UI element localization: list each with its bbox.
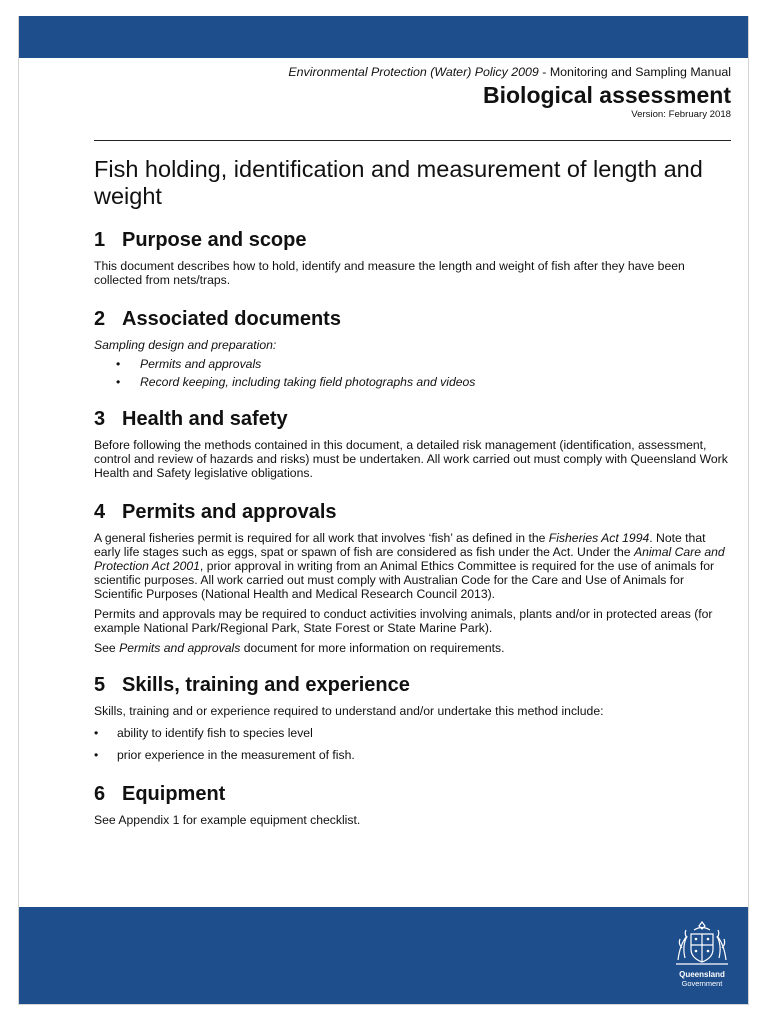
section-heading <box>94 228 731 252</box>
text-run-italic: Permits and approvals <box>119 641 241 655</box>
section-permits <box>94 500 731 655</box>
text-run-italic: Fisheries Act 1994 <box>548 531 650 545</box>
list-item <box>94 748 731 762</box>
section-heading <box>94 673 731 697</box>
list-item-text: ability to identify fish to species level <box>117 726 313 740</box>
section-heading-text: Permits and approvals <box>122 501 337 523</box>
text-run: A general fisheries permit is required for all work that involves ‘fish’ as defined in the <box>94 531 549 545</box>
section-health-safety <box>94 407 731 480</box>
paragraph <box>94 531 731 601</box>
series-title-italic: Environmental Protection (Water) Policy 2009 <box>288 65 539 79</box>
section-heading <box>94 782 731 806</box>
section-number: 6 <box>94 783 106 805</box>
doc-title: Biological assessment <box>483 82 731 108</box>
bullet-icon: • <box>94 748 99 762</box>
logo-text-government: Government <box>681 979 723 988</box>
header-rule <box>94 140 731 141</box>
footer-band <box>19 907 748 1004</box>
section-heading-text: Equipment <box>122 783 226 805</box>
header-band <box>19 16 748 58</box>
list-item-text: Record keeping, including taking field photographs and videos <box>140 375 476 389</box>
version-text: Version: February 2018 <box>631 109 731 120</box>
series-title-rest: - Monitoring and Sampling Manual <box>538 65 731 79</box>
coat-of-arms-icon <box>670 918 734 970</box>
text-run-italic: Animal Care and Protection Act 2001 <box>94 545 725 573</box>
paragraph: Sampling design and preparation: <box>94 338 277 352</box>
section-heading-text: Health and safety <box>122 408 288 430</box>
paragraph <box>94 641 731 655</box>
text-run: document for more information on requirements. <box>240 641 505 655</box>
text-run: , prior approval in writing from an Animal Ethics Committee is required for the use of animals for scientific purposes. All work carried out must comply with Australian Code for the Care and Use of Animals for Scientific Purposes (National Health and Medical Research Council 2013). <box>94 559 715 601</box>
section-purpose <box>94 228 731 287</box>
bullet-icon: • <box>116 357 121 371</box>
text-run: . Note that early life stages such as eggs, spat or spawn of fish are considered as fish under the Act. Under the <box>94 531 706 559</box>
bullet-list <box>94 357 731 389</box>
paragraph: This document describes how to hold, identify and measure the length and weight of fish after they have been collected from nets/traps. <box>94 259 685 287</box>
logo-text-queensland: Queensland <box>679 970 725 979</box>
paragraph: Skills, training and or experience required to understand and/or undertake this method include: <box>94 704 604 718</box>
section-equipment <box>94 782 731 827</box>
list-item-text: prior experience in the measurement of fish. <box>117 748 355 762</box>
bullet-icon: • <box>116 375 121 389</box>
queensland-government-logo <box>670 918 734 990</box>
text-run: See <box>94 641 120 655</box>
page-title: Fish holding, identification and measurement of length and weight <box>94 156 703 209</box>
main-content <box>94 156 731 847</box>
section-associated-documents <box>94 307 731 389</box>
list-item <box>94 726 731 740</box>
bullet-list <box>94 726 731 762</box>
list-item <box>94 375 731 389</box>
paragraph: Permits and approvals may be required to conduct activities involving animals, plants and/or in protected areas (for example National Park/Regional Park, State Forest or State Marine Park). <box>94 607 713 635</box>
list-item-text: Permits and approvals <box>140 357 262 371</box>
section-number: 1 <box>94 229 106 251</box>
series-title <box>288 65 731 80</box>
section-heading-text: Skills, training and experience <box>122 674 410 696</box>
section-number: 5 <box>94 674 106 696</box>
paragraph: See Appendix 1 for example equipment checklist. <box>94 813 361 827</box>
bullet-icon: • <box>94 726 99 740</box>
section-number: 3 <box>94 408 106 430</box>
section-number: 2 <box>94 308 106 330</box>
section-number: 4 <box>94 501 106 523</box>
document-header <box>288 65 731 120</box>
section-heading <box>94 500 731 524</box>
paragraph: Before following the methods contained in this document, a detailed risk management (identification, assessment, control and review of hazards and risks) must be undertaken. All work carried out must comply with Queensland Work Health and Safety legislative obligations. <box>94 438 728 480</box>
document-page <box>18 16 749 1005</box>
section-heading-text: Associated documents <box>122 308 341 330</box>
list-item <box>94 357 731 371</box>
section-skills <box>94 673 731 762</box>
section-heading <box>94 407 731 431</box>
section-heading <box>94 307 731 331</box>
section-heading-text: Purpose and scope <box>122 229 307 251</box>
